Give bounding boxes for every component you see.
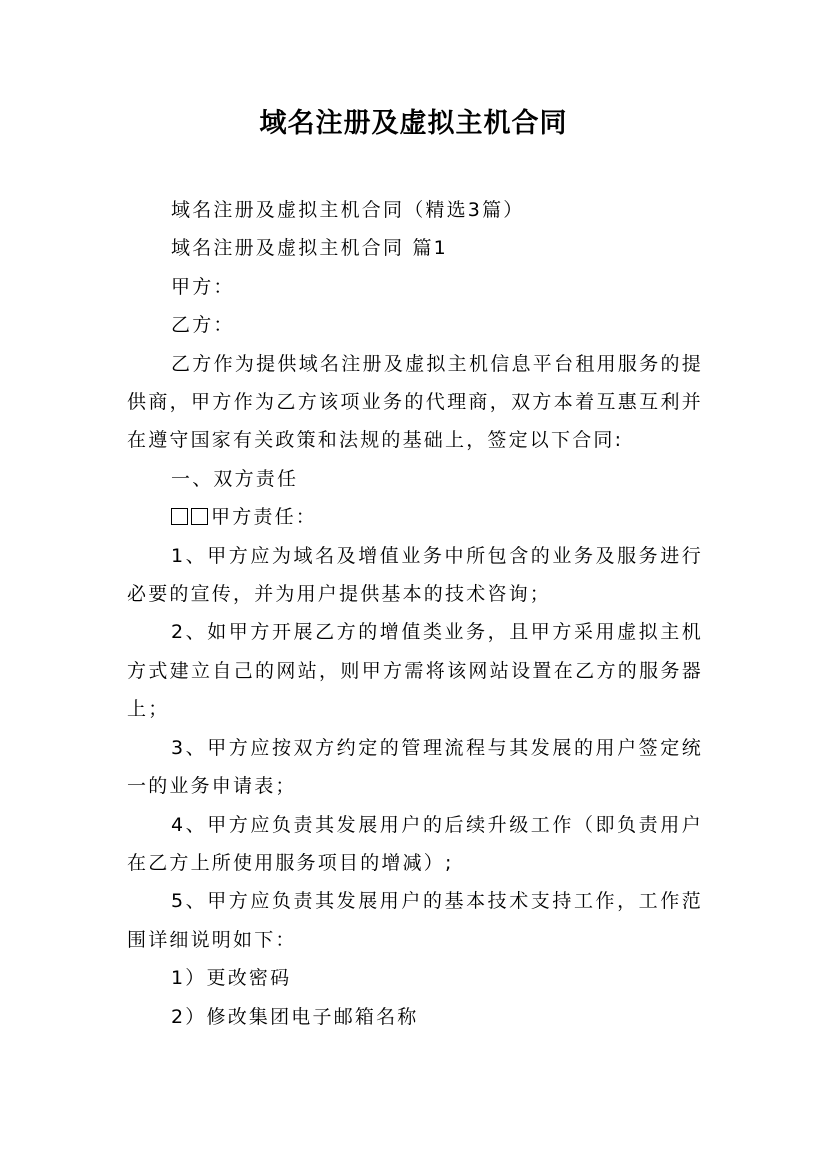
placeholder-box-icon [191, 508, 208, 525]
preamble-paragraph: 乙方作为提供域名注册及虚拟主机信息平台租用服务的提供商，甲方作为乙方该项业务的代理商，双方本着互惠互利并在遵守国家有关政策和法规的基础上，签定以下合同: [127, 352, 703, 452]
sub-item: 1）更改密码 [171, 967, 292, 990]
placeholder-box-icon [171, 508, 188, 525]
party-a-responsibility-heading [127, 498, 703, 536]
party-a-line: 甲方： [171, 275, 235, 298]
subtitle-paragraph: 域名注册及虚拟主机合同（精选3篇） [171, 199, 525, 221]
document-title: 域名注册及虚拟主机合同 [259, 108, 568, 139]
clause-item: 5、甲方应负责其发展用户的基本技术支持工作，工作范围详细说明如下： [127, 890, 703, 951]
section-heading: 域名注册及虚拟主机合同 篇1 [171, 237, 448, 260]
clause-item: 3、甲方应按双方约定的管理流程与其发展的用户签定统一的业务申请表； [127, 736, 703, 798]
clause-item: 2、如甲方开展乙方的增值类业务，且甲方采用虚拟主机方式建立自己的网站，则甲方需将该网站设置在乙方的服务器上； [127, 621, 703, 721]
clause-item: 1、甲方应为域名及增值业务中所包含的业务及服务进行必要的宣传，并为用户提供基本的技术咨询； [127, 544, 703, 606]
clause-item: 4、甲方应负责其发展用户的后续升级工作（即负责用户在乙方上所使用服务项目的增减）; [127, 813, 703, 874]
party-b-line: 乙方： [171, 314, 235, 337]
sub-item: 2）修改集团电子邮箱名称 [171, 1005, 419, 1028]
clause-heading: 一、双方责任 [171, 467, 299, 490]
document-body [127, 191, 703, 1036]
party-a-responsibility-label: 甲方责任： [211, 506, 318, 529]
